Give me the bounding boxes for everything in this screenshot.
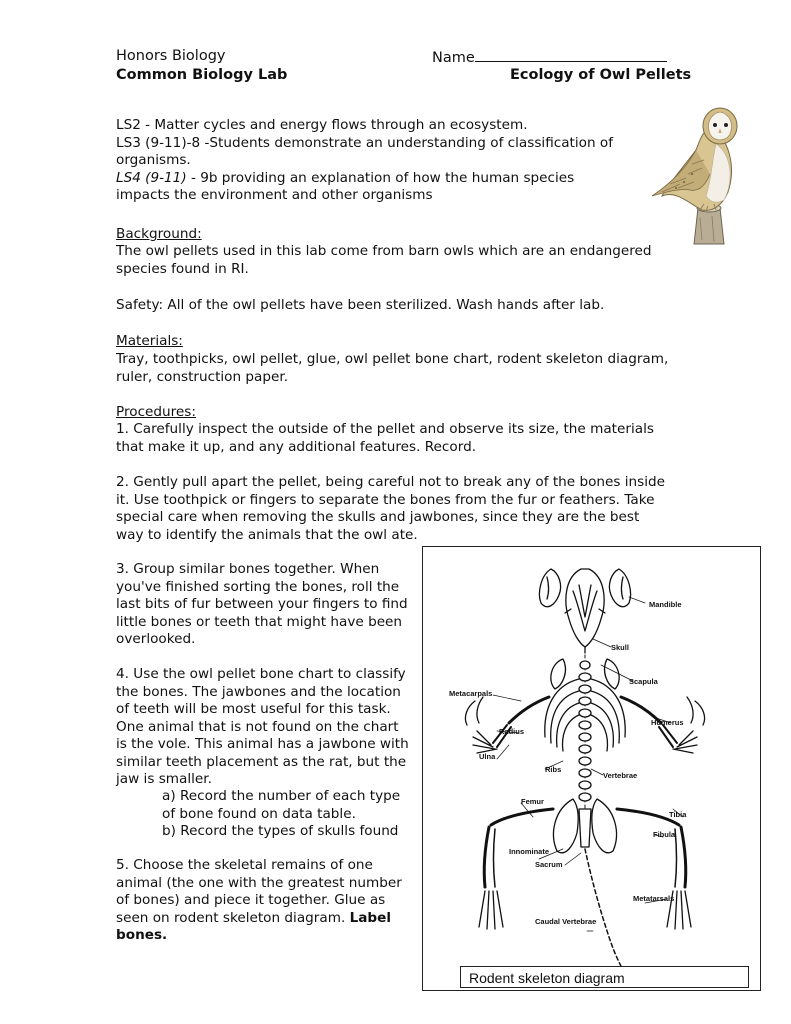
standard-ls4-text: - 9b providing an explanation of how the human species xyxy=(186,170,575,186)
label-tibia: Tibia xyxy=(669,810,687,819)
materials-line1: Tray, toothpicks, owl pellet, glue, owl pellet bone chart, rodent skeleton diagram, xyxy=(116,351,669,367)
rodent-skeleton-figure xyxy=(422,546,761,991)
name-blank-line[interactable] xyxy=(475,48,667,62)
standard-ls4-line1 xyxy=(116,170,574,188)
step4-line3: of teeth will be most useful for this task. xyxy=(116,701,391,717)
label-metacarpals: Metacarpals xyxy=(449,689,493,698)
step5-line2: animal (the one with the greatest number xyxy=(116,875,402,891)
barn-owl-illustration xyxy=(640,104,750,246)
label-skull: Skull xyxy=(611,643,629,652)
step4-line4: One animal that is not found on the chart xyxy=(116,719,399,735)
label-radius: Radius xyxy=(499,727,525,736)
step3-line5: overlooked. xyxy=(116,631,196,647)
step4a-line1: a) Record the number of each type xyxy=(162,788,401,804)
step4-line5: is the vole. This animal has a jawbone with xyxy=(116,736,409,752)
step2-line2: it. Use toothpick or fingers to separate the bones from the fur or feathers. Take xyxy=(116,492,655,508)
standard-ls2: LS2 - Matter cycles and energy flows through an ecosystem. xyxy=(116,117,528,133)
standard-ls4-line2: impacts the environment and other organisms xyxy=(116,187,433,203)
step4-line2: the bones. The jawbones and the location xyxy=(116,684,401,700)
lab-name: Common Biology Lab xyxy=(116,67,288,83)
step4b-line: b) Record the types of skulls found xyxy=(162,823,399,839)
diagram-caption: Rodent skeleton diagram xyxy=(469,970,625,986)
standard-ls4-code: LS4 (9-11) xyxy=(116,170,187,186)
course-title: Honors Biology xyxy=(116,48,226,64)
step5-line3: of bones) and piece it together. Glue as xyxy=(116,892,386,908)
label-humerus: Humerus xyxy=(651,718,684,727)
materials-line2: ruler, construction paper. xyxy=(116,369,289,385)
step5-line4-text: seen on rodent skeleton diagram. xyxy=(116,910,350,926)
background-line2: species found in RI. xyxy=(116,261,249,277)
background-line1: The owl pellets used in this lab come from barn owls which are an endangered xyxy=(116,243,652,259)
standard-ls3-line2: organisms. xyxy=(116,152,191,168)
label-innominate: Innominate xyxy=(509,847,550,856)
label-vertebrae: Vertebrae xyxy=(603,771,638,780)
label-sacrum: Sacrum xyxy=(535,860,563,869)
step1-line1: 1. Carefully inspect the outside of the pellet and observe its size, the materials xyxy=(116,421,654,437)
name-label: Name xyxy=(432,50,475,66)
label-mandible: Mandible xyxy=(649,600,682,609)
lab-title: Ecology of Owl Pellets xyxy=(510,67,692,83)
step3-line1: 3. Group similar bones together. When xyxy=(116,561,380,577)
step2-line1: 2. Gently pull apart the pellet, being careful not to break any of the bones inside xyxy=(116,474,666,490)
step4-line1: 4. Use the owl pellet bone chart to classify xyxy=(116,666,406,682)
name-field[interactable] xyxy=(432,48,667,68)
safety-note: Safety: All of the owl pellets have been sterilized. Wash hands after lab. xyxy=(116,297,605,313)
step4a-line2: of bone found on data table. xyxy=(162,806,356,822)
label-ribs: Ribs xyxy=(545,765,562,774)
step3-line2: you've finished sorting the bones, roll the xyxy=(116,579,400,595)
step4-line7: jaw is smaller. xyxy=(116,771,212,787)
step3-line3: last bits of fur between your fingers to find xyxy=(116,596,408,612)
step5-bones-emphasis: bones. xyxy=(116,927,168,943)
step5-line4 xyxy=(116,910,391,928)
label-caudal-vertebrae: Caudal Vertebrae xyxy=(535,917,597,926)
standard-ls3-line1: LS3 (9-11)-8 -Students demonstrate an understanding of classification of xyxy=(116,135,614,151)
step5-line1: 5. Choose the skeletal remains of one xyxy=(116,857,373,873)
materials-heading: Materials: xyxy=(116,333,183,349)
label-ulna: Ulna xyxy=(479,752,496,761)
background-heading: Background: xyxy=(116,226,202,242)
label-fibula: Fibula xyxy=(653,830,676,839)
diagram-caption-box xyxy=(460,966,749,988)
step1-line2: that make it up, and any additional features. Record. xyxy=(116,439,477,455)
step3-line4: little bones or teeth that might have been xyxy=(116,614,403,630)
step4-line6: similar teeth placement as the rat, but the xyxy=(116,754,407,770)
label-femur: Femur xyxy=(521,797,544,806)
procedures-heading: Procedures: xyxy=(116,404,196,420)
label-scapula: Scapula xyxy=(629,677,658,686)
step5-label-emphasis: Label xyxy=(349,910,392,926)
label-metatarsals: Metatarsals xyxy=(633,894,675,903)
step2-line4: way to identify the animals that the owl ate. xyxy=(116,527,418,543)
step2-line3: special care when removing the skulls and jawbones, since they are the best xyxy=(116,509,640,525)
